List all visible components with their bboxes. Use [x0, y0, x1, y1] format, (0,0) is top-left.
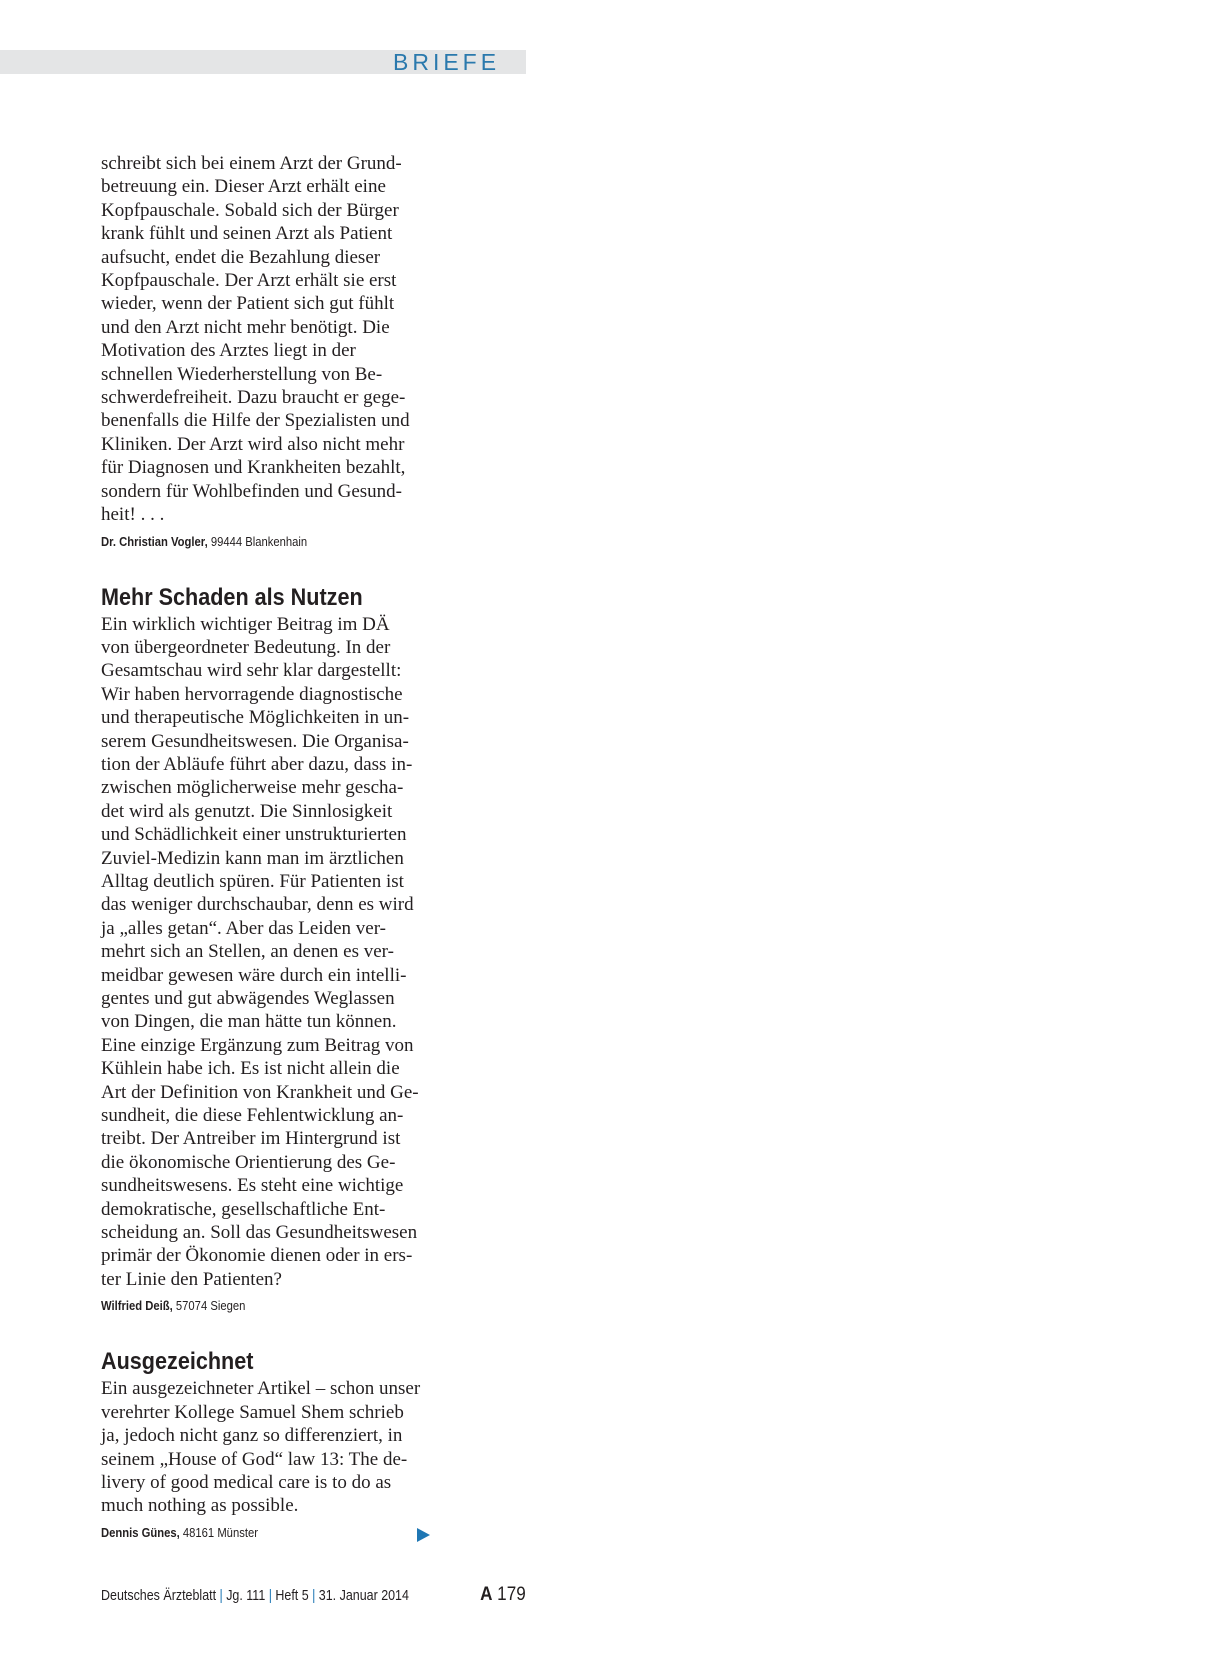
issue: Heft 5 [275, 1588, 309, 1604]
text-line: betreuung ein. Dieser Arzt erhält eine [101, 176, 386, 198]
separator: | [312, 1588, 316, 1604]
letter-body [101, 613, 432, 1292]
text-line: und therapeutische Möglichkeiten in un- [101, 707, 410, 729]
text-line: Gesamtschau wird sehr klar dargestellt: [101, 660, 402, 682]
author-place: 48161 Münster [179, 1525, 258, 1540]
text-line: benenfalls die Hilfe der Spezialisten und [101, 410, 410, 432]
text-line: treibt. Der Antreiber im Hintergrund ist [101, 1128, 401, 1150]
author-place: 57074 Siegen [172, 1299, 246, 1314]
text-line: das weniger durchschaubar, denn es wird [101, 894, 414, 916]
text-line: schnellen Wiederherstellung von Be- [101, 363, 383, 385]
text-line: ja, jedoch nicht ganz so differenziert, in [101, 1425, 403, 1447]
separator: | [268, 1588, 272, 1604]
text-line: tion der Abläufe führt aber dazu, dass in- [101, 753, 413, 775]
letter-body [101, 1377, 432, 1517]
author-signature [101, 1524, 399, 1542]
text-line: krank fühlt und seinen Arzt als Patient [101, 223, 393, 245]
text-line: demokratische, gesellschaftliche Ent- [101, 1198, 386, 1220]
letter-body [101, 152, 432, 527]
section-title: BRIEFE [393, 49, 501, 75]
text-line: schreibt sich bei einem Arzt der Grund- [101, 153, 402, 174]
text-line: ter Linie den Patienten? [101, 1268, 282, 1290]
author-signature [101, 533, 399, 551]
continue-arrow-icon [417, 1528, 430, 1542]
page-prefix: A [480, 1584, 493, 1605]
author-signature [101, 1297, 399, 1315]
author-name: Dennis Günes, [101, 1525, 180, 1540]
text-line: Art der Definition von Krankheit und Ge- [101, 1081, 419, 1103]
text-line: wieder, wenn der Patient sich gut fühlt [101, 293, 395, 315]
journal-name: Deutsches Ärzteblatt [101, 1588, 217, 1604]
page-footer [101, 1584, 526, 1608]
footer-citation [101, 1584, 409, 1608]
text-line: ja „alles getan“. Aber das Leiden ver- [101, 917, 387, 939]
text-line: Kliniken. Der Arzt wird also nicht mehr [101, 433, 405, 455]
text-line: Kühlein habe ich. Es ist nicht allein die [101, 1058, 400, 1080]
text-line: seinem „House of God“ law 13: The de- [101, 1448, 408, 1470]
text-line: und den Arzt nicht mehr benötigt. Die [101, 316, 390, 338]
author-name: Wilfried Deiß, [101, 1299, 173, 1314]
text-line: Ein ausgezeichneter Artikel – schon unser [101, 1378, 421, 1400]
text-line: aufsucht, endet die Bezahlung dieser [101, 246, 381, 268]
text-line: von Dingen, die man hätte tun können. [101, 1011, 397, 1033]
text-line: verehrter Kollege Samuel Shem schrieb [101, 1401, 404, 1423]
text-line: zwischen möglicherweise mehr gescha- [101, 777, 404, 799]
text-line: Eine einzige Ergänzung zum Beitrag von [101, 1034, 414, 1056]
text-line: sondern für Wohlbefinden und Gesund- [101, 480, 403, 502]
letter-guenes [101, 1347, 432, 1541]
letter-heading: Mehr Schaden als Nutzen [101, 583, 363, 611]
text-line: mehrt sich an Stellen, an denen es ver- [101, 941, 394, 963]
text-line: meidbar gewesen wäre durch ein intelli- [101, 964, 407, 986]
text-line: Wir haben hervorragende diagnostische [101, 683, 403, 705]
text-line: primär der Ökonomie dienen oder in ers- [101, 1245, 413, 1267]
text-line: sundheitswesens. Es steht eine wichtige [101, 1175, 404, 1197]
letter-vogler [101, 152, 432, 551]
text-line: Alltag deutlich spüren. Für Patienten ist [101, 870, 404, 892]
letter-heading: Ausgezeichnet [101, 1348, 254, 1376]
letters-column [101, 152, 432, 1542]
text-line: livery of good medical care is to do as [101, 1471, 392, 1493]
page-number-value: 179 [497, 1584, 526, 1605]
issue-date: 31. Januar 2014 [318, 1588, 409, 1604]
text-line: und Schädlichkeit einer unstrukturierten [101, 824, 407, 846]
text-line: Ein wirklich wichtiger Beitrag im DÄ [101, 613, 390, 635]
separator: | [219, 1588, 223, 1604]
text-line: die ökonomische Orientierung des Ge- [101, 1151, 396, 1173]
text-line: Kopfpauschale. Der Arzt erhält sie erst [101, 270, 397, 292]
text-line: serem Gesundheitswesen. Die Organisa- [101, 730, 409, 752]
text-line: sundheit, die diese Fehlentwicklung an- [101, 1105, 404, 1127]
text-line: für Diagnosen und Krankheiten bezahlt, [101, 457, 406, 479]
page-number [480, 1583, 526, 1607]
text-line: scheidung an. Soll das Gesundheitswesen [101, 1222, 418, 1244]
text-line: von übergeordneter Bedeutung. In der [101, 636, 391, 658]
letter-deiss [101, 583, 432, 1316]
text-line: det wird als genutzt. Die Sinnlosigkeit [101, 800, 393, 822]
volume: Jg. 111 [226, 1588, 266, 1604]
text-line: Motivation des Arztes liegt in der [101, 340, 356, 362]
author-name: Dr. Christian Vogler, [101, 534, 208, 549]
text-line: Zuviel-Medizin kann man im ärztlichen [101, 847, 404, 869]
author-place: 99444 Blankenhain [207, 534, 308, 549]
text-line: Kopfpauschale. Sobald sich der Bürger [101, 199, 399, 221]
text-line: gentes und gut abwägendes Weglassen [101, 988, 395, 1009]
text-line: schwerdefreiheit. Dazu braucht er gege- [101, 387, 406, 409]
text-line: heit! . . . [101, 504, 165, 526]
signature-row [101, 1524, 432, 1542]
text-line: much nothing as possible. [101, 1495, 299, 1517]
